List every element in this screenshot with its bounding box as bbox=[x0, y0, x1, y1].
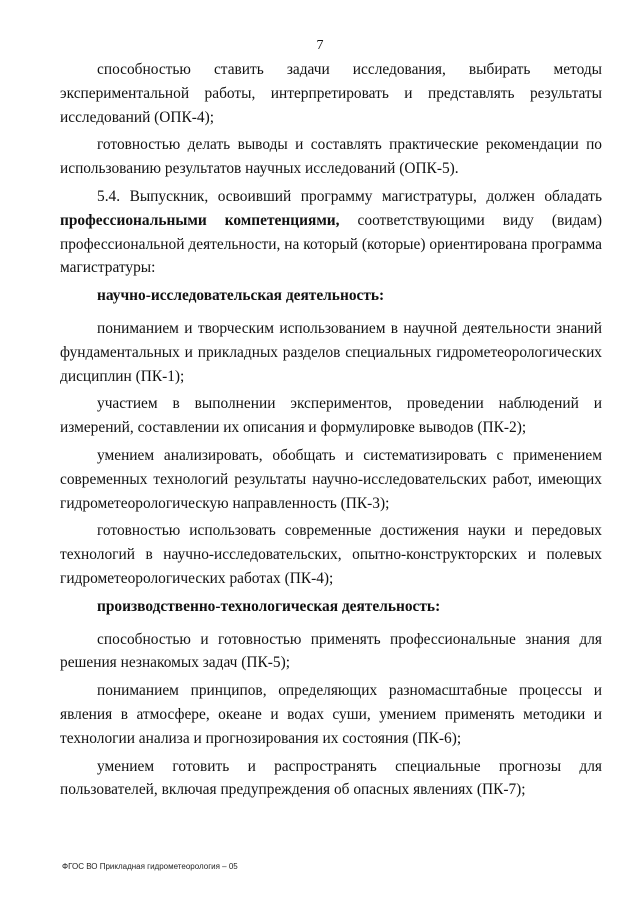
paragraph-pk-1: пониманием и творческим использованием в научной деятельности знаний фундаментальных и прикладных разделов специальных гидрометеорологических дисциплин (ПК-1); bbox=[60, 319, 602, 385]
page-number: 7 bbox=[316, 38, 324, 53]
paragraph-pk-2: участием в выполнении экспериментов, проведении наблюдений и измерений, составлении их описания и формулировке выводов (ПК-2); bbox=[60, 395, 602, 437]
paragraph-5-4-tail: соответствующими виду (видам) профессиональной деятельности, на который (которые) ориентирована программа магистратуры: bbox=[60, 211, 602, 277]
paragraph-opk-4: способностью ставить задачи исследования, выбирать методы экспериментальной работы, интерпретировать и представлять результаты исследований (ОПК-4); bbox=[60, 61, 602, 126]
paragraph-5-4-bold: профессиональными компетенциями, bbox=[60, 211, 340, 229]
section-heading-research: научно-исследовательская деятельность: bbox=[97, 287, 385, 305]
paragraph-opk-5: готовностью делать выводы и составлять практические рекомендации по использованию результатов научных исследований (ОПК-5). bbox=[60, 136, 602, 178]
paragraph-pk-6: пониманием принципов, определяющих разномасштабные процессы и явления в атмосфере, океане и водах суши, умением применять методики и технологии анализа и прогнозирования их состояния (ПК-6); bbox=[60, 682, 602, 747]
paragraph-pk-7: умением готовить и распространять специальные прогнозы для пользователей, включая предупреждения об опасных явлениях (ПК-7); bbox=[60, 757, 602, 799]
paragraph-5-4-lead: 5.4. Выпускник, освоивший программу магистратуры, должен обладать bbox=[97, 187, 602, 205]
document-body bbox=[60, 58, 602, 806]
document-footer: ФГОС ВО Прикладная гидрометеорология – 05 bbox=[62, 862, 238, 871]
section-heading-production: производственно-технологическая деятельность: bbox=[97, 597, 441, 615]
paragraph-pk-4: готовностью использовать современные достижения науки и передовых технологий в научно-исследовательских, опытно-конструкторских и полевых гидрометеорологических работах (ПК-4); bbox=[60, 522, 602, 587]
paragraph-5-4 bbox=[60, 185, 602, 280]
paragraph-pk-5: способностью и готовностью применять профессиональные знания для решения незнакомых задач (ПК-5); bbox=[60, 630, 602, 672]
paragraph-pk-3: умением анализировать, обобщать и систематизировать с применением современных технологий результаты научно-исследовательских работ, имеющих гидрометеорологическую направленность (ПК-3); bbox=[60, 446, 602, 512]
